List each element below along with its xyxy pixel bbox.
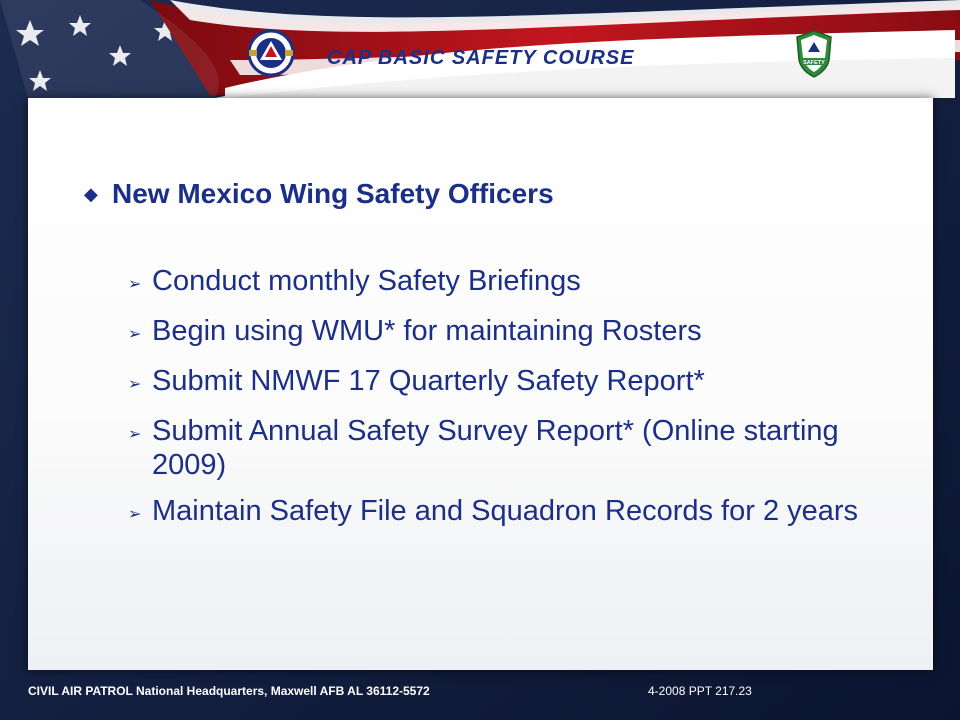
bullet-text: Conduct monthly Safety Briefings [152,265,581,297]
footer-organization: CIVIL AIR PATROL National Headquarters, Maxwell AFB AL 36112-5572 [28,684,430,698]
heading-row [84,178,554,210]
arrow-bullet-icon: ➢ [128,376,142,393]
section-heading: New Mexico Wing Safety Officers [112,178,554,209]
arrow-bullet-icon: ➢ [128,426,142,443]
bullet-list [128,264,888,544]
bullet-item [128,494,888,532]
bullet-text: Submit NMWF 17 Quarterly Safety Report* [152,365,705,397]
course-title: CAP BASIC SAFETY COURSE [327,47,635,69]
safety-shield-text: SAFETY [803,60,825,66]
arrow-bullet-icon: ➢ [128,276,142,293]
bullet-item [128,414,888,482]
safety-shield-icon [795,30,833,78]
bullet-item [128,364,888,402]
civil-air-patrol-emblem-icon [247,28,295,78]
bullet-text: Maintain Safety File and Squadron Records for 2 years [152,495,859,527]
footer-slide-id: 4-2008 PPT 217.23 [648,684,752,698]
arrow-bullet-icon: ➢ [128,506,142,523]
bullet-item [128,264,888,302]
bullet-item [128,314,888,352]
bullet-text: Submit Annual Safety Survey Report* (Online starting 2009) [152,415,839,481]
arrow-bullet-icon: ➢ [128,326,142,343]
bullet-text: Begin using WMU* for maintaining Rosters [152,315,702,347]
diamond-bullet-icon: ◆ [84,183,98,204]
